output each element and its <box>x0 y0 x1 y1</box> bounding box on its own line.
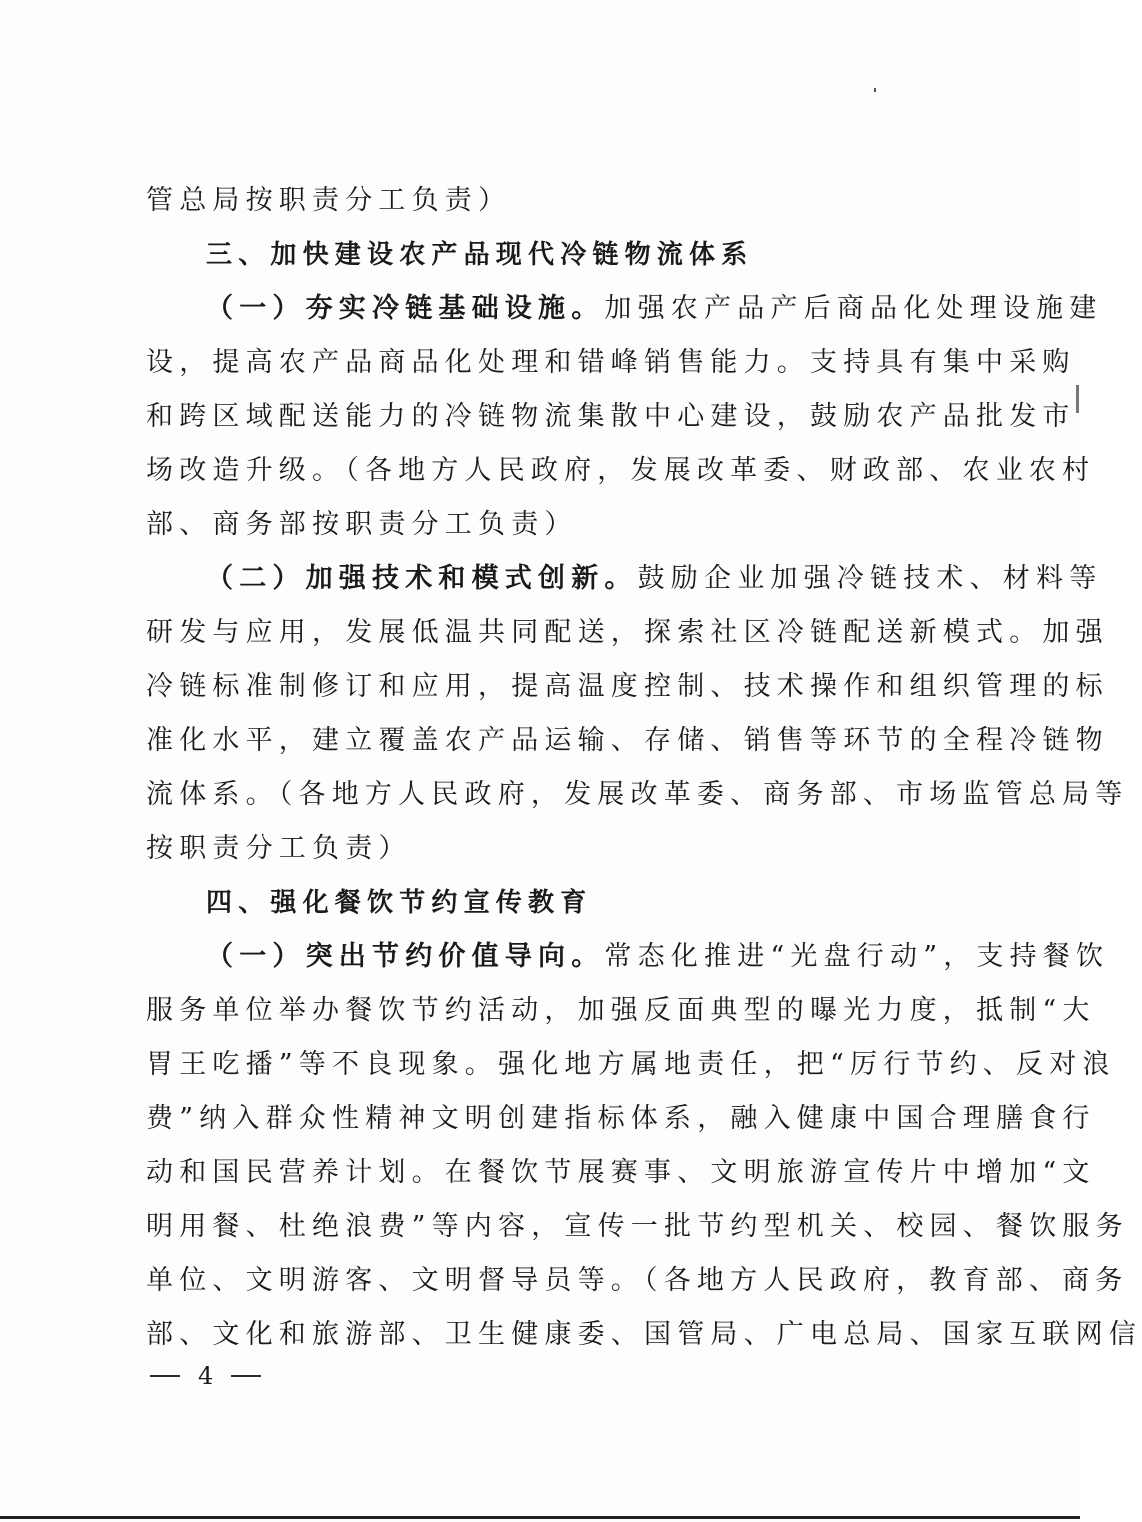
body-line: 部、商务部按职责分工负责） <box>146 509 578 540</box>
body-line: 单位、文明游客、文明督导员等。（各地方人民政府，教育部、商务 <box>146 1265 1129 1296</box>
body-line: 按职责分工负责） <box>146 833 412 864</box>
paragraph-lead-line <box>146 282 1103 336</box>
page-number-dash-left <box>150 1375 180 1377</box>
paragraph-text: 鼓励企业加强冷链技术、材料等 <box>637 563 1103 594</box>
section-heading-3: 三、加快建设农产品现代冷链物流体系 <box>206 240 754 270</box>
scan-speck <box>1076 385 1079 413</box>
body-line: 流体系。（各地方人民政府，发展改革委、商务部、市场监管总局等 <box>146 779 1129 810</box>
body-line: 准化水平，建立覆盖农产品运输、存储、销售等环节的全程冷链物 <box>146 725 1109 756</box>
scan-bottom-edge <box>0 1516 1080 1519</box>
body-line: 研发与应用，发展低温共同配送，探索社区冷链配送新模式。加强 <box>146 617 1109 648</box>
paragraph-text: 加强农产品产后商品化处理设施建 <box>604 293 1103 324</box>
paragraph-title: （一）夯实冷链基础设施。 <box>206 293 605 324</box>
body-line: 场改造升级。（各地方人民政府，发展改革委、财政部、农业农村 <box>146 455 1096 486</box>
paragraph-title: （二）加强技术和模式创新。 <box>206 563 638 594</box>
page-number-dash-right <box>231 1375 261 1377</box>
body-line: 费”纳入群众性精神文明创建指标体系，融入健康中国合理膳食行 <box>146 1103 1096 1134</box>
body-line: 设，提高农产品商品化处理和错峰销售能力。支持具有集中采购 <box>146 347 1076 378</box>
body-line: 服务单位举办餐饮节约活动，加强反面典型的曝光力度，抵制“大 <box>146 995 1096 1026</box>
paragraph-title: （一）突出节约价值导向。 <box>206 941 605 972</box>
page-number: 4 <box>198 1362 214 1390</box>
body-line: 和跨区域配送能力的冷链物流集散中心建设，鼓励农产品批发市 <box>146 401 1076 432</box>
paragraph-lead-line <box>146 552 1103 606</box>
body-line: 部、文化和旅游部、卫生健康委、国管局、广电总局、国家互联网信 <box>146 1319 1142 1350</box>
body-line: 动和国民营养计划。在餐饮节展赛事、文明旅游宣传片中增加“文 <box>146 1157 1096 1188</box>
body-line: 明用餐、杜绝浪费”等内容，宣传一批节约型机关、校园、餐饮服务 <box>146 1211 1129 1242</box>
paragraph-text: 常态化推进“光盘行动”，支持餐饮 <box>604 941 1110 972</box>
body-line: 管总局按职责分工负责） <box>146 185 512 216</box>
body-line: 冷链标准制修订和应用，提高温度控制、技术操作和组织管理的标 <box>146 671 1109 702</box>
paragraph-lead-line <box>146 930 1110 984</box>
scan-speck <box>874 88 876 92</box>
page-number-footer <box>150 1358 270 1394</box>
body-line: 胃王吃播”等不良现象。强化地方属地责任，把“厉行节约、反对浪 <box>146 1049 1116 1080</box>
document-body <box>146 174 1142 1362</box>
section-heading-4: 四、强化餐饮节约宣传教育 <box>206 888 593 918</box>
